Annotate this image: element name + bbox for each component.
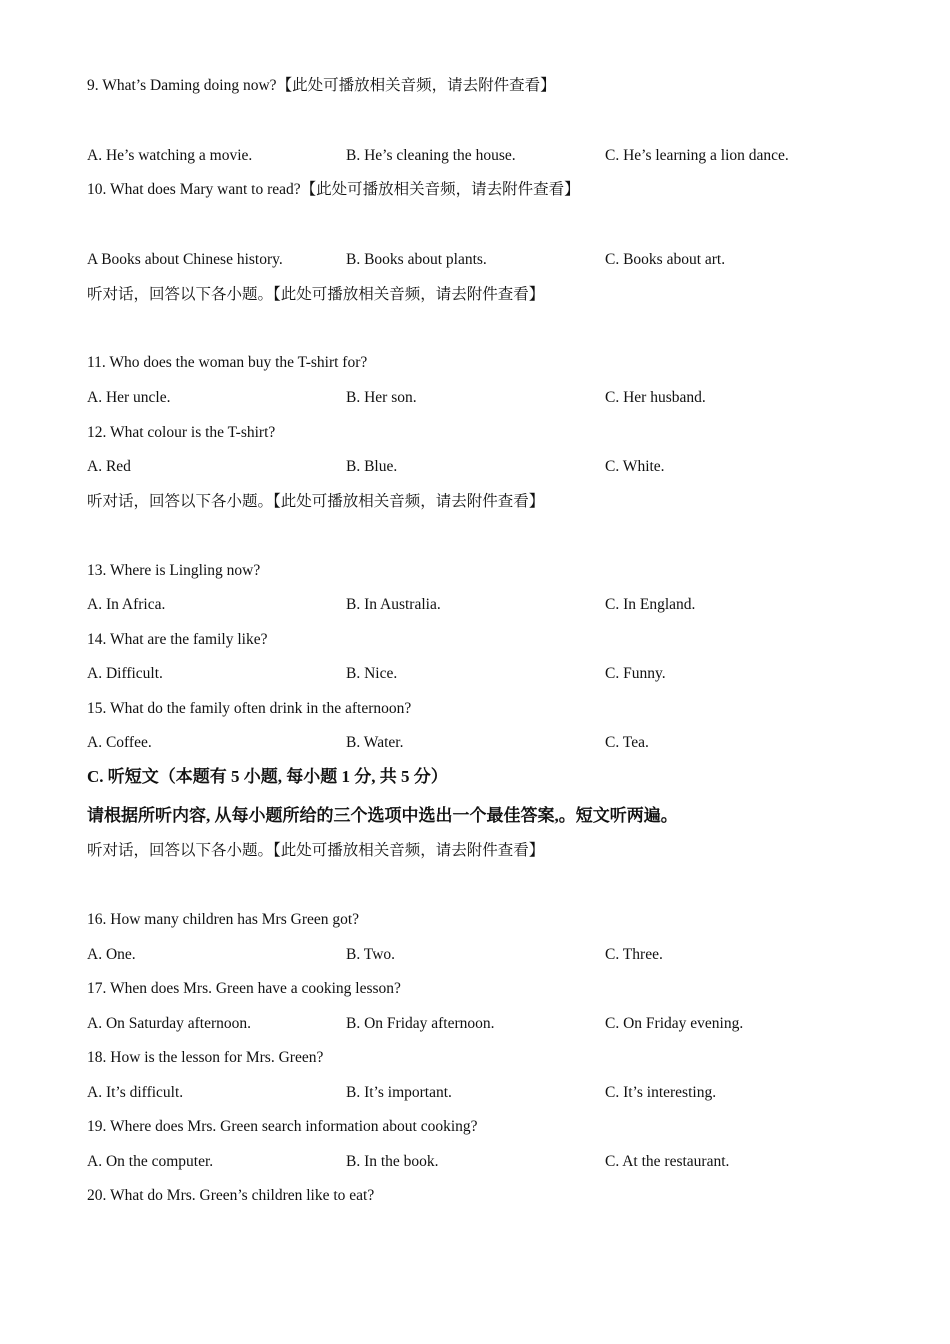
option-b[interactable]: B. On Friday afternoon.	[346, 1015, 495, 1032]
question-17: 17. When does Mrs. Green have a cooking lesson?	[87, 980, 401, 997]
question-14: 14. What are the family like?	[87, 631, 268, 648]
option-c[interactable]: C. Three.	[605, 946, 663, 963]
audio-note[interactable]: 【此处可播放相关音频，请去附件查看】	[273, 493, 545, 510]
option-a[interactable]: A. Her uncle.	[87, 389, 171, 406]
option-c[interactable]: C. In England.	[605, 596, 696, 613]
options-11	[87, 388, 887, 408]
question-15: 15. What do the family often drink in the afternoon?	[87, 700, 412, 717]
option-a[interactable]: A. On the computer.	[87, 1153, 214, 1170]
audio-note[interactable]: 【此处可播放相关音频，请去附件查看】	[276, 77, 556, 94]
option-c[interactable]: C. At the restaurant.	[605, 1153, 730, 1170]
option-b[interactable]: B. Nice.	[346, 665, 398, 682]
option-a[interactable]: A. One.	[87, 946, 136, 963]
option-c[interactable]: C. Funny.	[605, 665, 666, 682]
options-18	[87, 1083, 887, 1103]
options-17	[87, 1014, 887, 1034]
option-b[interactable]: B. Water.	[346, 734, 404, 751]
option-a[interactable]: A. Difficult.	[87, 665, 163, 682]
option-a[interactable]: A. It’s difficult.	[87, 1084, 184, 1101]
options-19	[87, 1152, 887, 1172]
option-b[interactable]: B. In the book.	[346, 1153, 439, 1170]
option-b[interactable]: B. Her son.	[346, 389, 417, 406]
option-a[interactable]: A. In Africa.	[87, 596, 166, 613]
option-b[interactable]: B. Books about plants.	[346, 251, 487, 268]
option-c[interactable]: C. Books about art.	[605, 251, 726, 268]
instruction-text: 听对话，回答以下各小题。	[87, 842, 274, 859]
option-b[interactable]: B. Two.	[346, 946, 396, 963]
option-c[interactable]: C. On Friday evening.	[605, 1015, 744, 1032]
options-12	[87, 457, 887, 477]
instruction-text: 听对话，回答以下各小题。	[87, 493, 274, 510]
options-10	[87, 250, 887, 270]
audio-note[interactable]: 【此处可播放相关音频，请去附件查看】	[273, 286, 545, 303]
option-b[interactable]: B. It’s important.	[346, 1084, 452, 1101]
options-13	[87, 595, 887, 615]
options-14	[87, 664, 887, 684]
option-b[interactable]: B. He’s cleaning the house.	[346, 147, 516, 164]
option-a[interactable]: A. He’s watching a movie.	[87, 147, 253, 164]
option-a[interactable]: A. Coffee.	[87, 734, 152, 751]
option-c[interactable]: C. Tea.	[605, 734, 649, 751]
question-16: 16. How many children has Mrs Green got?	[87, 911, 360, 928]
option-c[interactable]: C. It’s interesting.	[605, 1084, 717, 1101]
question-10	[87, 180, 580, 200]
audio-note[interactable]: 【此处可播放相关音频，请去附件查看】	[273, 842, 545, 859]
option-c[interactable]: C. White.	[605, 458, 665, 475]
options-16	[87, 945, 887, 965]
option-b[interactable]: B. In Australia.	[346, 596, 441, 613]
question-13: 13. Where is Lingling now?	[87, 562, 261, 579]
audio-note[interactable]: 【此处可播放相关音频，请去附件查看】	[300, 181, 580, 198]
question-20: 20. What do Mrs. Green’s children like to eat?	[87, 1187, 375, 1204]
instruction-text: 听对话，回答以下各小题。	[87, 286, 274, 303]
option-c[interactable]: C. He’s learning a lion dance.	[605, 147, 789, 164]
question-11: 11. Who does the woman buy the T-shirt for?	[87, 354, 368, 371]
options-15	[87, 733, 887, 753]
section-c-title: C. 听短文（本题有 5 小题, 每小题 1 分, 共 5 分）	[87, 767, 448, 786]
option-a[interactable]: A. On Saturday afternoon.	[87, 1015, 251, 1032]
dialog-instruction	[87, 841, 544, 861]
question-text: 10. What does Mary want to read?	[87, 181, 301, 198]
options-9	[87, 146, 887, 166]
question-text: 9. What’s Daming doing now?	[87, 77, 277, 94]
question-12: 12. What colour is the T-shirt?	[87, 424, 276, 441]
option-a[interactable]: A. Red	[87, 458, 131, 475]
question-18: 18. How is the lesson for Mrs. Green?	[87, 1049, 324, 1066]
question-19: 19. Where does Mrs. Green search information about cooking?	[87, 1118, 478, 1135]
option-b[interactable]: B. Blue.	[346, 458, 398, 475]
option-a[interactable]: A Books about Chinese history.	[87, 251, 283, 268]
dialog-instruction	[87, 285, 544, 305]
section-c-instruction: 请根据所听内容, 从每小题所给的三个选项中选出一个最佳答案,。短文听两遍。	[87, 806, 678, 825]
question-9	[87, 76, 556, 96]
dialog-instruction	[87, 492, 544, 512]
option-c[interactable]: C. Her husband.	[605, 389, 706, 406]
